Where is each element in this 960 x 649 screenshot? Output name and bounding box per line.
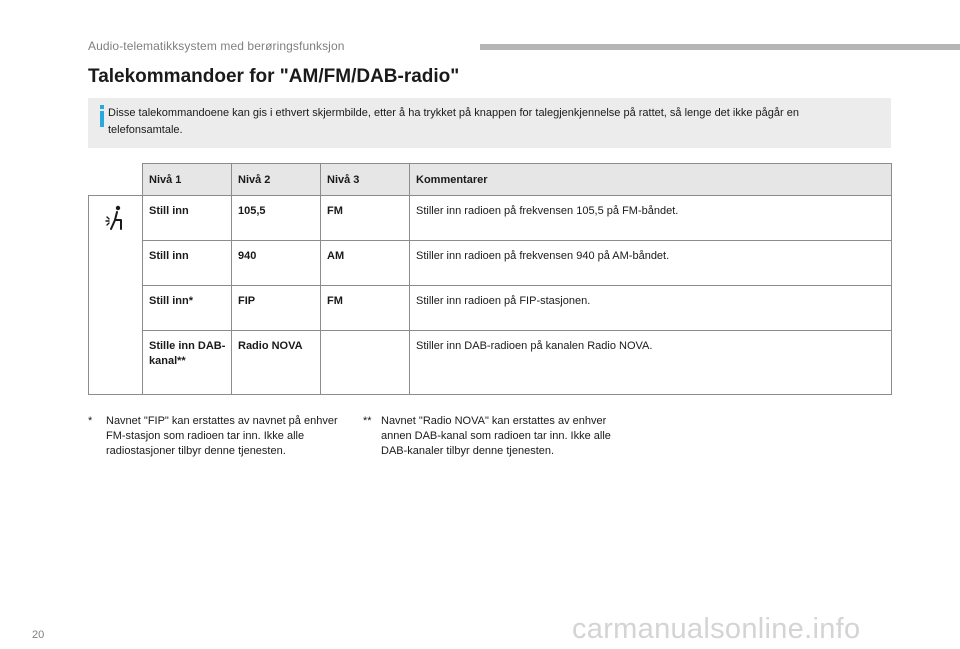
row-level2: 105,5	[232, 196, 321, 241]
row-level1: Still inn	[143, 196, 232, 241]
row-level2: 940	[232, 241, 321, 286]
voice-command-icon	[103, 204, 129, 232]
table-header-comment: Kommentarer	[410, 164, 892, 196]
page-title: Talekommandoer for "AM/FM/DAB-radio"	[88, 66, 460, 87]
header-bar	[480, 44, 960, 50]
table-header-blank	[89, 164, 143, 196]
table-row	[89, 331, 892, 395]
table-row	[89, 241, 892, 286]
header-section-title: Audio-telematikksystem med berøringsfunksjon	[88, 39, 345, 53]
row-level3: FM	[321, 196, 410, 241]
row-comment: Stiller inn radioen på FIP-stasjonen.	[410, 286, 892, 331]
row-level3: FM	[321, 286, 410, 331]
footnote-mark: *	[88, 415, 93, 427]
table-header-level3: Nivå 3	[321, 164, 410, 196]
row-comment: Stiller inn radioen på frekvensen 940 på AM-båndet.	[410, 241, 892, 286]
table-row	[89, 286, 892, 331]
footnote-text: Navnet "FIP" kan erstattes av navnet på enhver FM-stasjon som radioen tar inn. Ikke alle radiostasjoner tilbyr denne tjenesten.	[106, 415, 338, 457]
footnote-text: Navnet "Radio NOVA" kan erstattes av enhver annen DAB-kanal som radioen tar inn. Ikke alle DAB-kanaler tilbyr denne tjenesten.	[381, 415, 611, 457]
row-level1: Still inn	[143, 241, 232, 286]
row-level1: Still inn*	[143, 286, 232, 331]
footnote-mark: **	[363, 415, 372, 427]
table-header-level2: Nivå 2	[232, 164, 321, 196]
info-box	[88, 98, 891, 148]
table-header-level1: Nivå 1	[143, 164, 232, 196]
watermark: carmanualsonline.info	[572, 613, 861, 645]
row-level3: AM	[321, 241, 410, 286]
row-comment: Stiller inn radioen på frekvensen 105,5 på FM-båndet.	[410, 196, 892, 241]
info-text: Disse talekommandoene kan gis i ethvert skjermbilde, etter å ha trykket på knappen for talegjenkjennelse på rattet, så lenge det ikke pågår en telefonsamtale.	[108, 107, 799, 136]
row-level3	[321, 331, 410, 395]
row-level1: Stille inn DAB-kanal**	[143, 331, 232, 395]
table-row	[89, 196, 892, 241]
row-comment: Stiller inn DAB-radioen på kanalen Radio NOVA.	[410, 331, 892, 395]
page-number: 20	[32, 629, 45, 641]
info-icon	[97, 105, 107, 127]
row-level2: Radio NOVA	[232, 331, 321, 395]
row-level2: FIP	[232, 286, 321, 331]
table-icon-cell	[89, 196, 143, 395]
voice-command-table	[88, 163, 892, 395]
table-header-row	[89, 164, 892, 196]
